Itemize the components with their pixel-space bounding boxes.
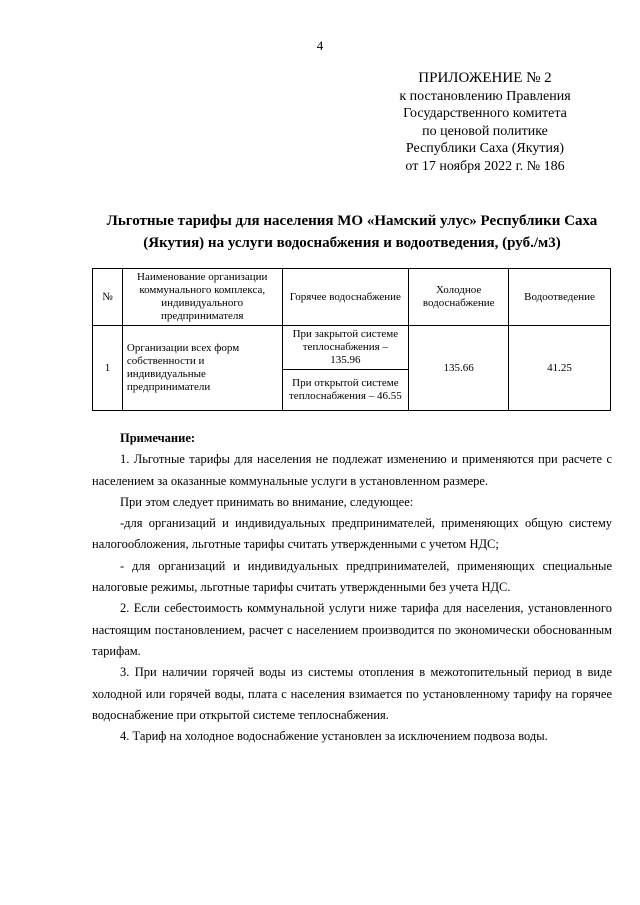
- table-row: [93, 326, 611, 370]
- note-paragraph: При этом следует принимать во внимание, следующее:: [120, 494, 414, 509]
- appendix-block: [370, 70, 600, 175]
- row-org: Организации всех форм собственности и индивидуальные предприниматели: [122, 326, 282, 411]
- header-num: №: [93, 269, 123, 326]
- appendix-line: Республики Саха (Якутия): [405, 141, 565, 156]
- header-sewerage: Водоотведение: [509, 269, 611, 326]
- appendix-line: от 17 ноября 2022 г. № 186: [405, 158, 565, 174]
- hot-water-open: При открытой системе теплоснабжения – 46.55: [282, 370, 409, 411]
- appendix-line: по ценовой политике: [422, 123, 548, 139]
- note-paragraph: 2. Если себестоимость коммунальной услуги ниже тарифа для населения, установленного настоящим постановлением, расчет с населением производится по экономически обоснованным тарифам.: [92, 601, 612, 658]
- sewerage-value: 41.25: [509, 326, 611, 411]
- appendix-line: Государственного комитета: [403, 106, 567, 121]
- note-paragraph: - для организаций и индивидуальных предпринимателей, применяющих специальные налоговые режимы, льготные тарифы считать утвержденными без учета НДС.: [92, 558, 612, 595]
- header-hot-water: Горячее водоснабжение: [282, 269, 409, 326]
- hot-water-closed: При закрытой системе теплоснабжения – 135.96: [282, 326, 409, 370]
- page-number: 4: [316, 38, 324, 53]
- notes-title: Примечание:: [120, 431, 196, 445]
- note-paragraph: 1. Льготные тарифы для населения не подлежат изменению и применяются при расчете с населением за оказанные коммунальные услуги в установленном размере.: [92, 452, 612, 488]
- appendix-title: ПРИЛОЖЕНИЕ № 2: [418, 70, 552, 86]
- header-org: Наименование организации коммунального комплекса, индивидуального предпринимателя: [122, 269, 282, 326]
- note-paragraph: -для организаций и индивидуальных предпринимателей, применяющих общую систему налогообложения, льготные тарифы считать утвержденными с учетом НДС;: [92, 516, 612, 552]
- note-paragraph: 3. При наличии горячей воды из системы отопления в межотопительный период в виде холодной или горячей воды, плата с населения взимается по установленному тарифу на горячее водоснабжение при открытой системе теплоснабжения.: [92, 665, 612, 722]
- header-cold-water: Холодное водоснабжение: [409, 269, 509, 326]
- row-num: 1: [93, 326, 123, 411]
- document-title: Льготные тарифы для населения МО «Намский улус» Республики Саха (Якутия) на услуги водоснабжения и водоотведения, (руб./м3): [106, 213, 598, 251]
- notes-section: [92, 428, 612, 747]
- tariff-table: [92, 268, 611, 411]
- cold-water-value: 135.66: [409, 326, 509, 411]
- table-header-row: [93, 269, 611, 326]
- note-paragraph: 4. Тариф на холодное водоснабжение установлен за исключением подвоза воды.: [120, 729, 548, 744]
- appendix-line: к постановлению Правления: [399, 88, 571, 104]
